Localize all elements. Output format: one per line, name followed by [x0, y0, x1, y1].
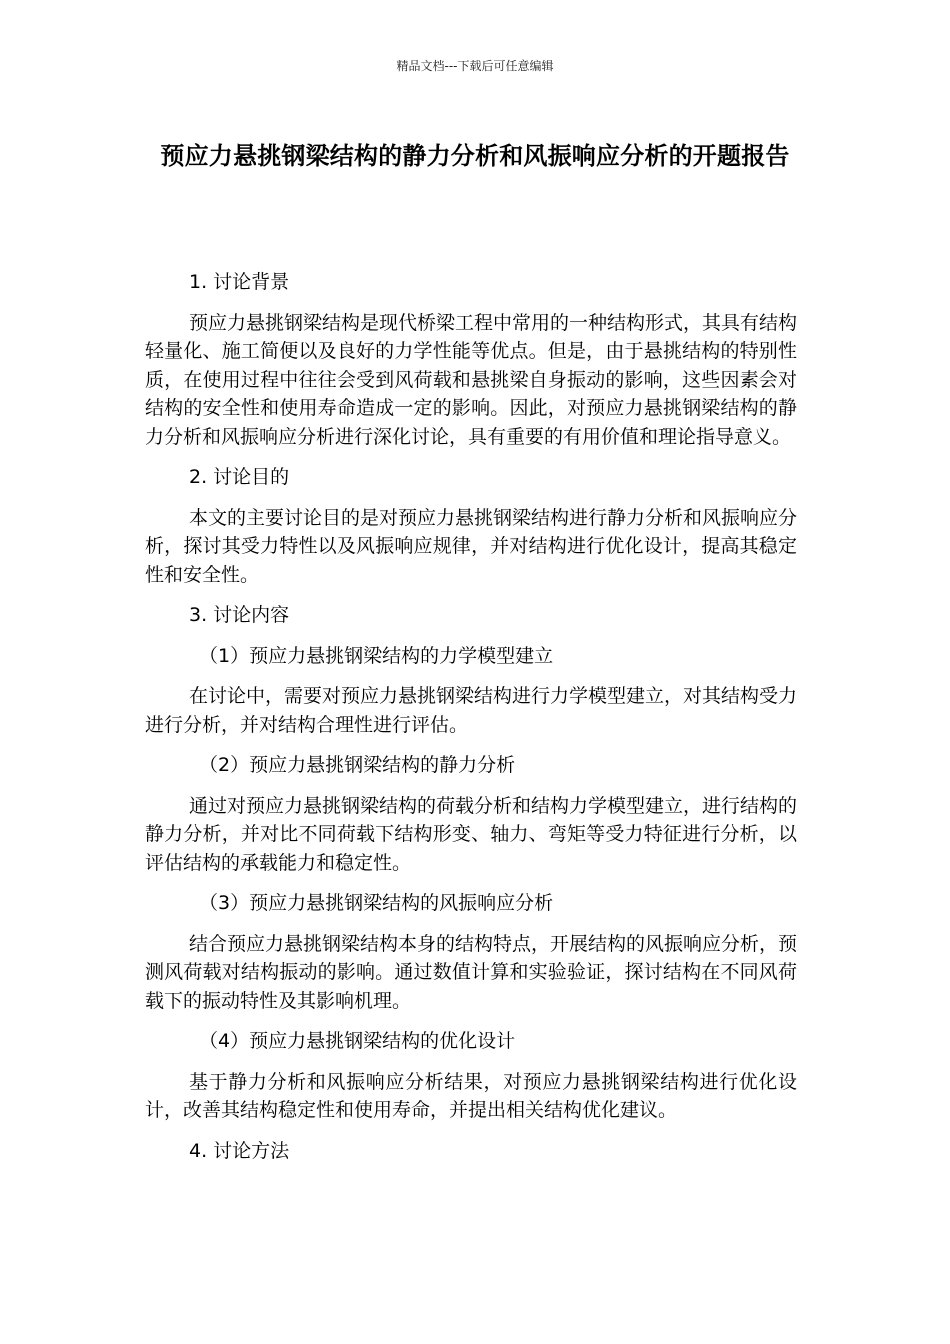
paragraph-wind-response: 结合预应力悬挑钢梁结构本身的结构特点，开展结构的风振响应分析，预测风荷载对结构振动的影响。通过数值计算和实验验证，探讨结构在不同风荷载下的振动特性及其影响机理。 [145, 932, 798, 1012]
subheading-mechanical-model: （1）预应力悬挑钢梁结构的力学模型建立 [199, 644, 554, 667]
page-header: 精品文档---下载后可任意编辑 [396, 59, 554, 73]
paragraph-background: 预应力悬挑钢梁结构是现代桥梁工程中常用的一种结构形式，其具有结构轻量化、施工简便以及良好的力学性能等优点。但是，由于悬挑结构的特别性质，在使用过程中往往会受到风荷载和悬挑梁自身振动的影响，这些因素会对结构的安全性和使用寿命造成一定的影响。因此，对预应力悬挑钢梁结构的静力分析和风振响应分析进行深化讨论，具有重要的有用价值和理论指导意义。 [145, 311, 798, 448]
subheading-optimization: （4）预应力悬挑钢梁结构的优化设计 [199, 1030, 516, 1052]
subheading-static-analysis: （2）预应力悬挑钢梁结构的静力分析 [199, 754, 516, 776]
paragraph-static-analysis: 通过对预应力悬挑钢梁结构的荷载分析和结构力学模型建立，进行结构的静力分析，并对比不同荷载下结构形变、轴力、弯矩等受力特征进行分析，以评估结构的承载能力和稳定性。 [145, 794, 798, 874]
subheading-wind-response: （3）预应力悬挑钢梁结构的风振响应分析 [199, 892, 554, 914]
section-heading-purpose: 2. 讨论目的 [189, 466, 290, 488]
paragraph-optimization: 基于静力分析和风振响应分析结果，对预应力悬挑钢梁结构进行优化设计，改善其结构稳定性和使用寿命，并提出相关结构优化建议。 [145, 1070, 797, 1121]
section-heading-content: 3. 讨论内容 [189, 604, 290, 626]
paragraph-purpose: 本文的主要讨论目的是对预应力悬挑钢梁结构进行静力分析和风振响应分析，探讨其受力特性以及风振响应规律，并对结构进行优化设计，提高其稳定性和安全性。 [145, 506, 798, 586]
section-heading-methods: 4. 讨论方法 [189, 1139, 290, 1162]
document-title: 预应力悬挑钢梁结构的静力分析和风振响应分析的开题报告 [160, 142, 790, 170]
document-body [145, 268, 797, 1177]
section-heading-background: 1. 讨论背景 [189, 271, 290, 293]
paragraph-mechanical-model: 在讨论中，需要对预应力悬挑钢梁结构进行力学模型建立，对其结构受力进行分析，并对结构合理性进行评估。 [145, 685, 798, 736]
